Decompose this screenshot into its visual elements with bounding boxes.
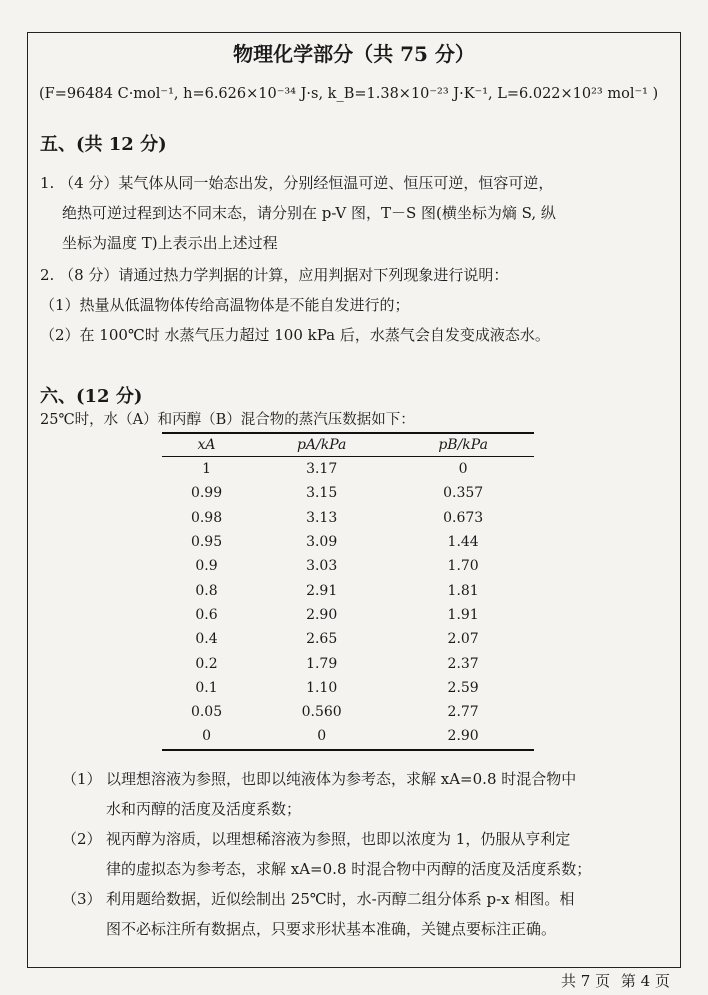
- cell-pA: 1.10: [306, 679, 338, 696]
- cell-pA: 0.560: [301, 704, 342, 721]
- cell-xA: 0.1: [195, 679, 218, 696]
- cell-pB: 2.90: [447, 728, 479, 745]
- q2-line: （2）在 100℃时 水蒸气压力超过 100 kPa 后，水蒸气会自发变成液态水。: [40, 326, 550, 344]
- cell-xA: 0.4: [195, 631, 218, 648]
- cell-pB: 2.59: [447, 679, 479, 696]
- question-number: （2）: [62, 830, 102, 848]
- q1-line: 绝热可逆过程到达不同末态，请分别在 p-V 图，T－S 图(横坐标为熵 S, 纵: [62, 204, 556, 222]
- cell-pA: 2.65: [306, 631, 338, 648]
- cell-pA: 3.09: [306, 534, 338, 551]
- question-line: 利用题给数据，近似绘制出 25℃时，水-丙醇二组分体系 p-x 相图。相: [106, 890, 575, 908]
- q1-line: 1. （4 分）某气体从同一始态出发，分别经恒温可逆、恒压可逆，恒容可逆，: [40, 174, 554, 192]
- cell-pB: 0.357: [443, 485, 484, 502]
- table-row: [162, 700, 534, 724]
- question-number: （1）: [62, 770, 102, 788]
- cell-xA: 0.95: [190, 534, 223, 551]
- page-footer: [555, 970, 670, 991]
- table-row: [162, 578, 534, 602]
- cell-pA: 1.79: [306, 655, 338, 672]
- cell-xA: 0.98: [190, 509, 223, 526]
- table-row: [162, 676, 534, 700]
- current-page: 第 4 页: [620, 972, 670, 990]
- table-row: [162, 651, 534, 675]
- vapor-pressure-table: [162, 432, 534, 751]
- section6-heading: 六、(12 分): [40, 386, 143, 407]
- q1-line: 坐标为温度 T)上表示出上述过程: [62, 234, 278, 252]
- header-pB: pB/kPa: [438, 437, 488, 453]
- section5-heading: 五、(共 12 分): [40, 134, 167, 155]
- question-line: 图不必标注所有数据点，只要求形状基本准确，关键点要标注正确。: [106, 920, 557, 938]
- cell-pA: 3.13: [306, 509, 338, 526]
- cell-xA: 0.2: [195, 655, 218, 672]
- cell-pA: 3.15: [306, 485, 338, 502]
- cell-pB: 1.70: [447, 558, 479, 575]
- cell-pB: 0.673: [443, 509, 484, 526]
- table-row: [162, 457, 534, 482]
- page-title: 物理化学部分（共 75 分）: [233, 42, 475, 66]
- table-row: [162, 627, 534, 651]
- cell-pB: 1.91: [447, 606, 479, 623]
- question-line: 以理想溶液为参照，也即以纯液体为参考态，求解 xA=0.8 时混合物中: [106, 770, 577, 788]
- section6-question2: [62, 824, 591, 884]
- cell-pB: 2.07: [447, 631, 479, 648]
- cell-pA: 3.17: [306, 461, 338, 478]
- question-number: （3）: [62, 890, 102, 908]
- cell-xA: 0.99: [190, 485, 223, 502]
- section6-question1: [62, 764, 576, 824]
- header-pA: pA/kPa: [296, 437, 347, 453]
- cell-xA: 0: [202, 728, 211, 745]
- cell-pA: 2.91: [306, 582, 338, 599]
- cell-pA: 3.03: [306, 558, 338, 575]
- table-row: [162, 554, 534, 578]
- total-pages: 共 7 页: [561, 972, 611, 990]
- cell-xA: 0.05: [190, 704, 223, 721]
- cell-pB: 2.37: [447, 655, 479, 672]
- table-row: [162, 481, 534, 505]
- table-row: [162, 530, 534, 554]
- cell-pA: 0: [317, 728, 327, 745]
- cell-pB: 0: [458, 461, 468, 478]
- question-line: 律的虚拟态为参考态，求解 xA=0.8 时混合物中丙醇的活度及活度系数；: [106, 860, 592, 878]
- q2-line: （1）热量从低温物体传给高温物体是不能自发进行的；: [40, 296, 410, 314]
- cell-xA: 0.8: [195, 582, 218, 599]
- section6-intro: 25℃时，水（A）和丙醇（B）混合物的蒸汽压数据如下：: [40, 412, 415, 428]
- q2-line: 2. （8 分）请通过热力学判据的计算，应用判据对下列现象进行说明：: [40, 266, 509, 284]
- section5-question2: [40, 260, 550, 350]
- cell-xA: 1: [202, 461, 211, 478]
- cell-pA: 2.90: [306, 606, 338, 623]
- question-line: 视丙醇为溶质，以理想稀溶液为参照，也即以浓度为 1，仍服从亨利定: [106, 830, 571, 848]
- physical-constants: (F=96484 C·mol⁻¹, h=6.626×10⁻³⁴ J·s, k_B=1.38×10⁻²³ J·K⁻¹, L=6.022×10²³ mol⁻¹ ): [39, 86, 659, 102]
- header-xA: xA: [197, 437, 216, 453]
- cell-xA: 0.9: [195, 558, 218, 575]
- section6-question3: [62, 884, 574, 944]
- cell-pB: 1.81: [447, 582, 479, 599]
- table-row: [162, 506, 534, 530]
- table-row: [162, 603, 534, 627]
- section5-question1: [40, 168, 556, 258]
- cell-pB: 2.77: [447, 704, 479, 721]
- question-line: 水和丙醇的活度及活度系数；: [106, 800, 302, 818]
- cell-xA: 0.6: [195, 606, 218, 623]
- table-row: [162, 724, 534, 749]
- cell-pB: 1.44: [447, 534, 479, 551]
- table-header-row: [162, 433, 534, 457]
